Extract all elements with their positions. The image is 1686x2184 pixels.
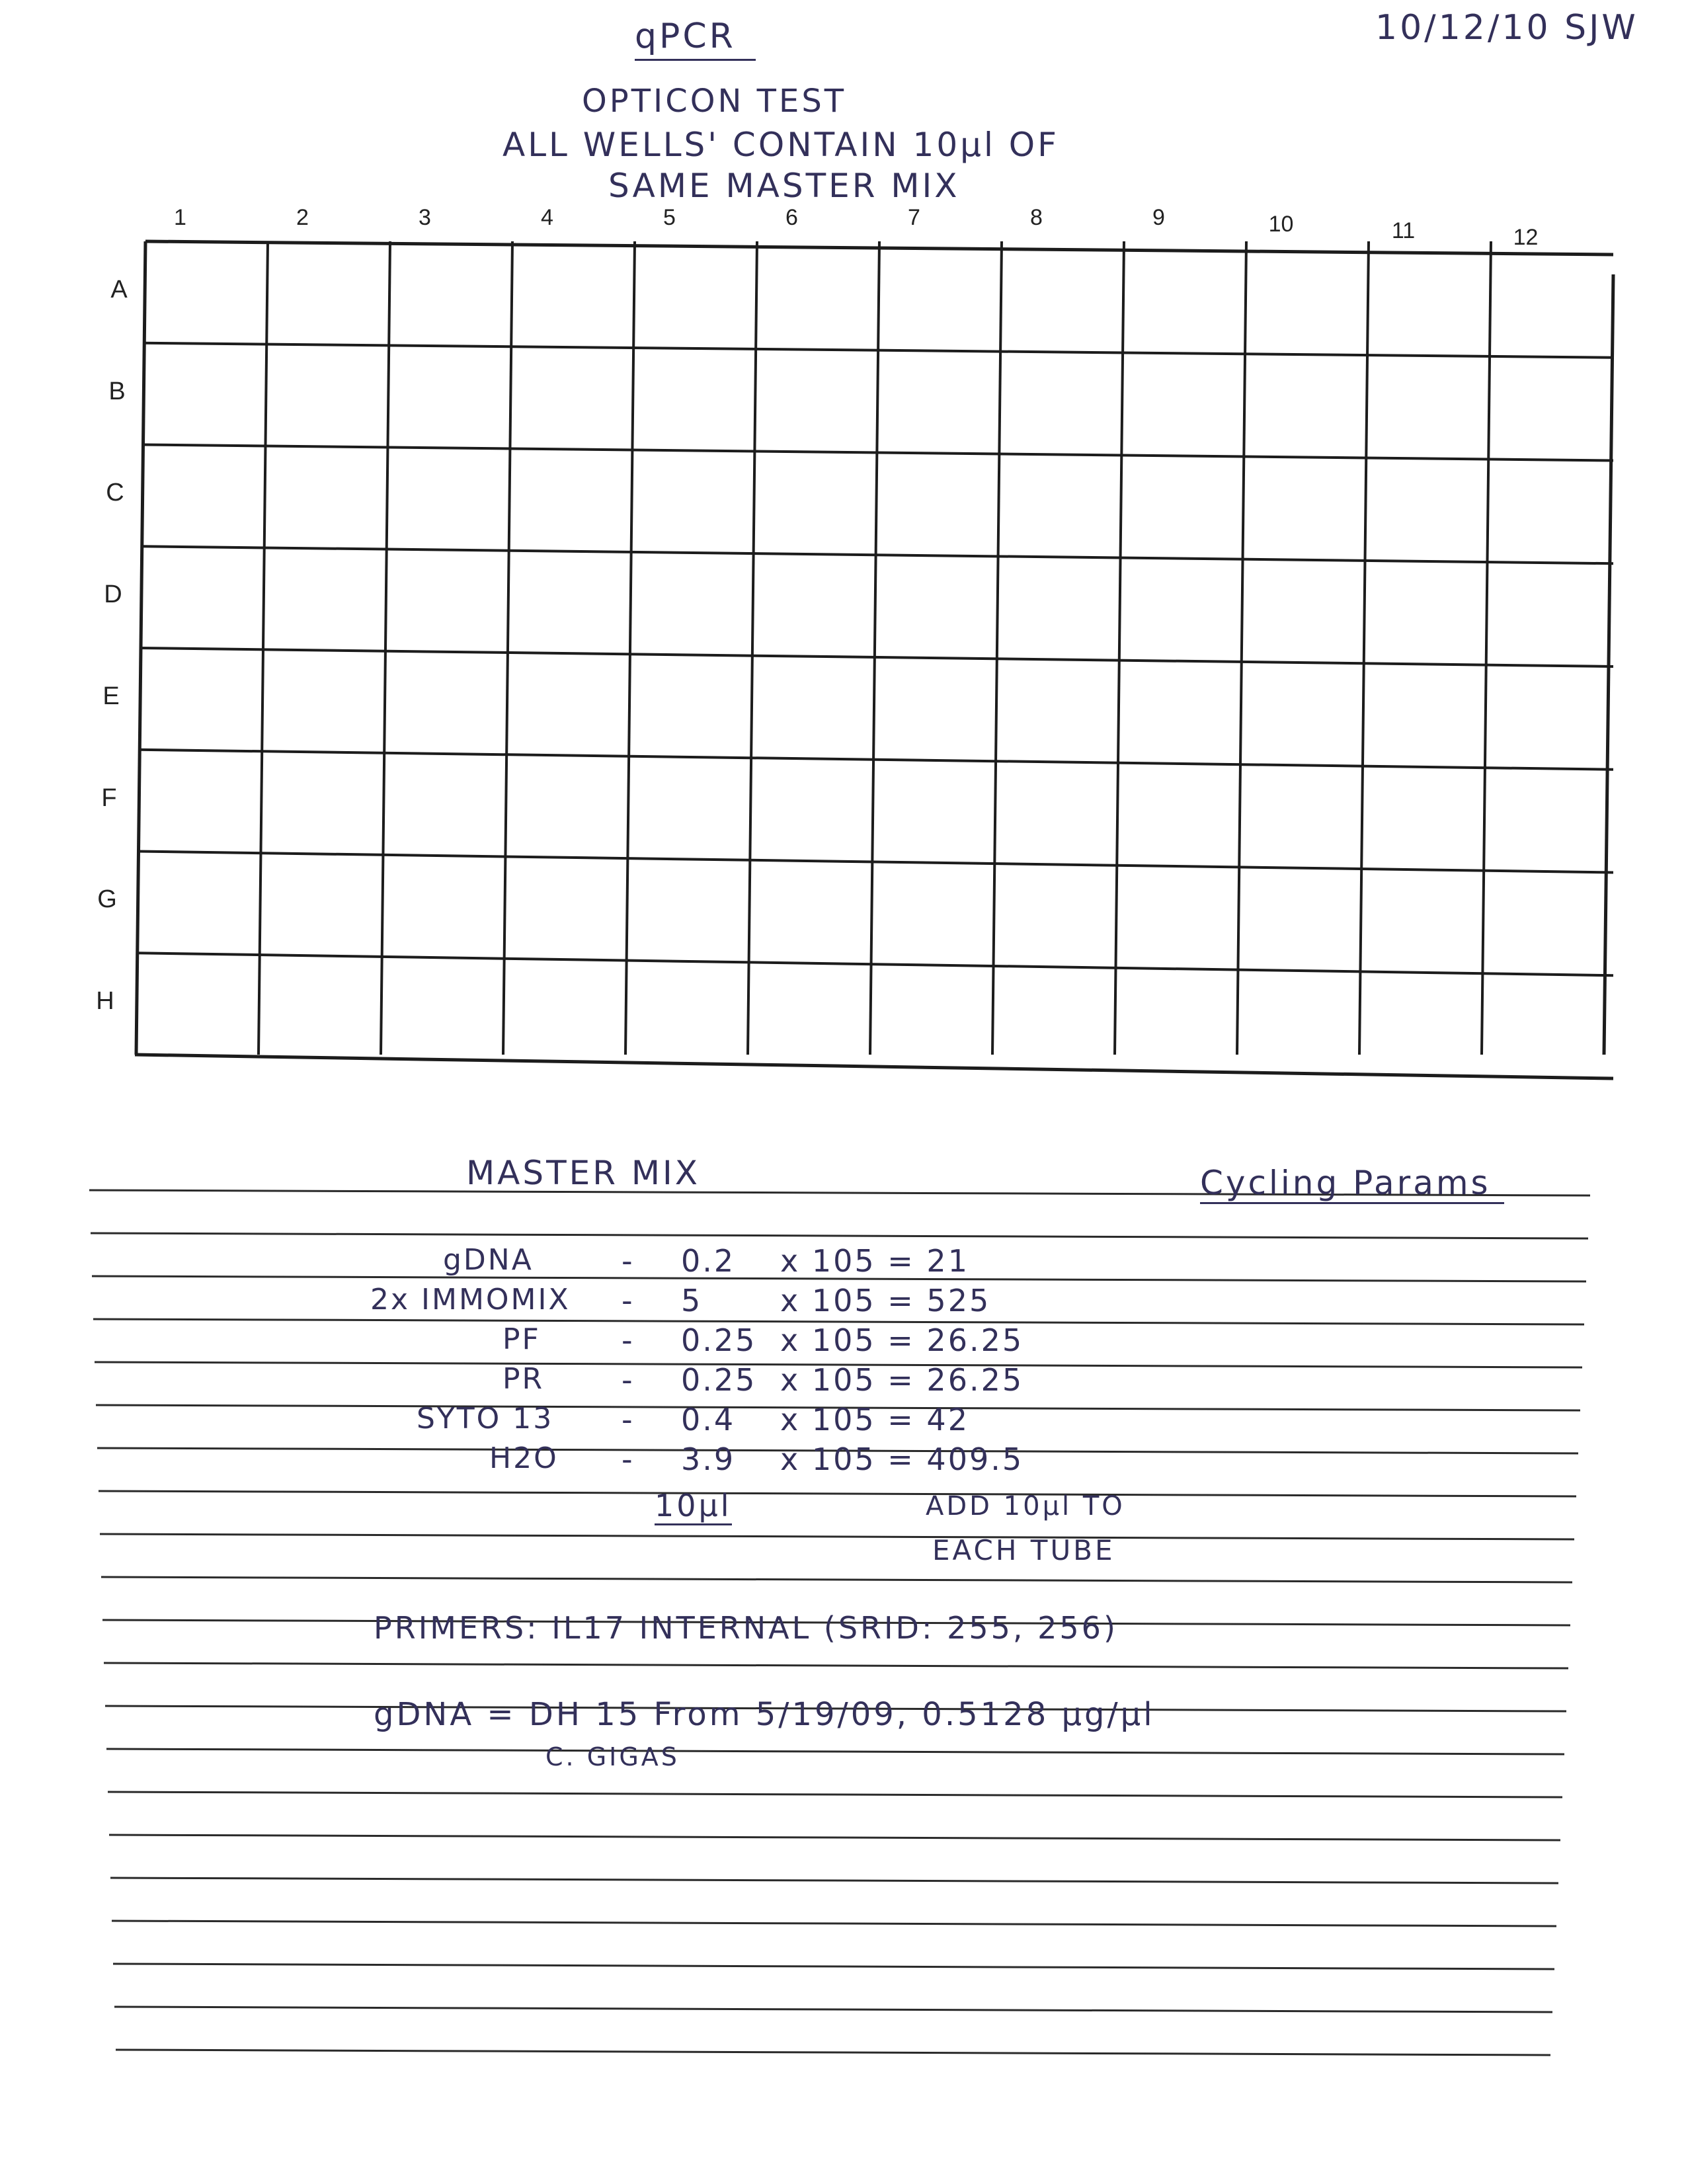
subtitle: OPTICON TEST	[582, 83, 847, 120]
ruled-line	[109, 1835, 1560, 1840]
master-mix-volume: 5	[681, 1283, 703, 1318]
primers-note: PRIMERS: IL17 INTERNAL (SRID: 255, 256)	[374, 1610, 1118, 1646]
ruled-line	[99, 1491, 1576, 1496]
ruled-line	[110, 1878, 1558, 1883]
master-mix-dash: -	[622, 1402, 635, 1437]
note-line-2: SAME MASTER MIX	[608, 167, 960, 205]
row-label-D: D	[104, 581, 122, 609]
master-mix-reagent: PR	[502, 1362, 545, 1396]
master-mix-reagent: 2x IMMOMIX	[370, 1283, 571, 1316]
gdna-species: C. GIGAS	[545, 1742, 680, 1771]
master-mix-volume: 0.2	[681, 1243, 736, 1279]
master-mix-dash: -	[622, 1362, 635, 1398]
master-mix-reagent: gDNA	[443, 1243, 534, 1277]
row-label-E: E	[102, 682, 120, 710]
master-mix-calc: x 105 = 409.5	[780, 1441, 1024, 1477]
row-label-B: B	[108, 377, 126, 405]
master-mix-reagent: SYTO 13	[417, 1402, 554, 1436]
row-label-G: G	[97, 885, 117, 914]
master-mix-dash: -	[622, 1322, 635, 1358]
master-mix-volume: 0.25	[681, 1362, 757, 1398]
column-label-10: 10	[1268, 212, 1294, 237]
master-mix-calc: x 105 = 26.25	[780, 1362, 1024, 1398]
instruction-line-2: EACH TUBE	[932, 1534, 1115, 1566]
date-initials: 10/12/10 SJW	[1375, 8, 1638, 48]
column-label-7: 7	[908, 205, 920, 230]
master-mix-calc: x 105 = 42	[780, 1402, 969, 1437]
page-title: qPCR	[635, 17, 756, 61]
master-mix-volume: 3.9	[681, 1441, 736, 1477]
column-label-1: 1	[174, 205, 186, 230]
row-label-A: A	[110, 275, 128, 303]
gdna-note: gDNA = DH 15 From 5/19/09, 0.5128 µg/µl	[374, 1696, 1155, 1733]
master-mix-heading: MASTER MIX	[466, 1154, 700, 1192]
ruled-line	[100, 1534, 1574, 1539]
column-label-2: 2	[296, 205, 309, 230]
column-label-5: 5	[663, 205, 676, 230]
ruled-line	[108, 1792, 1562, 1797]
master-mix-reagent: PF	[502, 1322, 541, 1356]
ruled-line	[101, 1577, 1572, 1582]
row-label-C: C	[106, 479, 124, 507]
master-mix-calc: x 105 = 21	[780, 1243, 969, 1279]
master-mix-calc: x 105 = 525	[780, 1283, 991, 1318]
row-label-F: F	[101, 784, 117, 812]
master-mix-total: 10µl	[655, 1488, 732, 1525]
column-label-3: 3	[419, 205, 431, 230]
column-label-11: 11	[1391, 218, 1416, 243]
ruled-line	[113, 1964, 1554, 1969]
master-mix-dash: -	[622, 1441, 635, 1477]
master-mix-reagent: H2O	[489, 1441, 559, 1475]
master-mix-dash: -	[622, 1243, 635, 1279]
column-label-6: 6	[785, 205, 798, 230]
master-mix-volume: 0.25	[681, 1322, 757, 1358]
ruled-line	[91, 1233, 1588, 1238]
ruled-line	[106, 1749, 1564, 1754]
ruled-line	[112, 1921, 1556, 1926]
master-mix-volume: 0.4	[681, 1402, 736, 1437]
master-mix-calc: x 105 = 26.25	[780, 1322, 1024, 1358]
note-line-1: ALL WELLS' CONTAIN 10µl OF	[502, 126, 1059, 164]
column-label-4: 4	[541, 205, 553, 230]
master-mix-dash: -	[622, 1283, 635, 1318]
ruled-line	[114, 2007, 1552, 2012]
ruled-line	[104, 1663, 1568, 1668]
column-label-8: 8	[1030, 205, 1043, 230]
instruction-line-1: ADD 10µl TO	[926, 1491, 1125, 1521]
row-label-H: H	[96, 987, 114, 1016]
cycling-params-heading: Cycling Params	[1200, 1164, 1504, 1204]
ruled-line	[116, 2050, 1550, 2055]
column-label-12: 12	[1513, 225, 1539, 250]
column-label-9: 9	[1152, 205, 1165, 230]
